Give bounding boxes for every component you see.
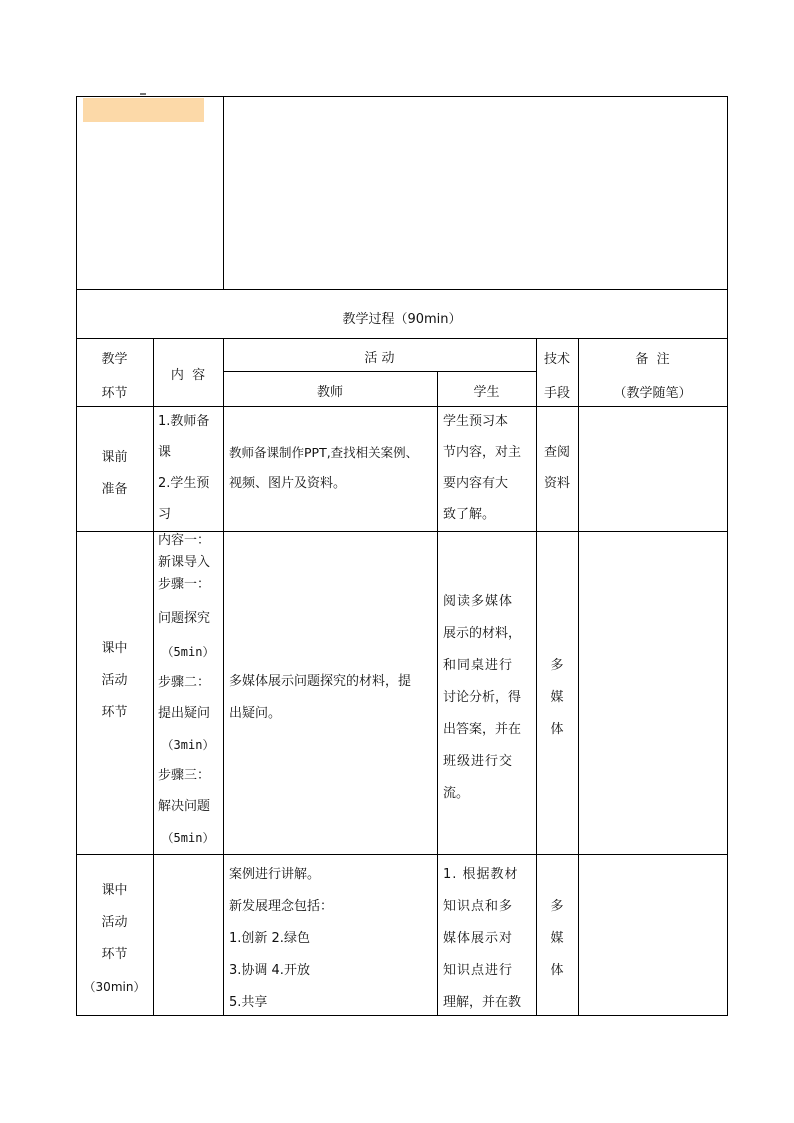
row1-student-3: 要内容有大 [443, 476, 509, 491]
table-line [76, 338, 728, 339]
row2-tech-1: 多 [550, 658, 564, 673]
row3-student-1: 1. 根据教材 [443, 867, 519, 882]
header-tech-2: 手段 [543, 386, 570, 401]
row1-content-1: 1.教师备 [158, 414, 210, 429]
table-line [578, 338, 579, 1016]
table-line [223, 96, 224, 290]
row3-tech-1: 多 [550, 899, 564, 914]
header-tech-1: 技术 [543, 352, 570, 367]
row2-content-11: （5min） [161, 831, 215, 845]
row3-stage-2: 活动 [101, 915, 128, 930]
table-line [437, 371, 438, 1016]
table-line [76, 854, 728, 855]
row3-stage-3: 环节 [101, 947, 128, 962]
row2-student-6: 班级进行交 [443, 754, 514, 769]
row2-teacher-1: 多媒体展示问题探究的材料，提 [229, 674, 412, 689]
row2-content-1: 内容一： [158, 533, 211, 548]
row2-content-9: 步骤三： [158, 768, 211, 783]
table-line [223, 338, 224, 1016]
row1-teacher-2: 视频、图片及资料。 [229, 476, 347, 491]
header-teacher: 教师 [316, 385, 343, 400]
header-note-sub: （教学随笔） [613, 386, 692, 401]
row2-content-5: （5min） [161, 645, 215, 659]
row2-stage-3: 环节 [101, 705, 128, 720]
row2-content-10: 解决问题 [158, 799, 211, 814]
row2-student-1: 阅读多媒体 [443, 594, 514, 609]
row3-teacher-4: 3.协调 4.开放 [229, 963, 310, 978]
row1-student-4: 致了解。 [443, 507, 496, 522]
row3-teacher-2: 新发展理念包括： [229, 899, 334, 914]
row3-student-2: 知识点和多 [443, 899, 514, 914]
row2-student-7: 流。 [443, 786, 470, 801]
row1-teacher-1: 教师备课制作PPT,查找相关案例、 [229, 445, 419, 460]
row1-student-1: 学生预习本 [443, 414, 509, 429]
table-line [727, 96, 728, 1016]
row2-student-5: 出答案，并在 [443, 722, 522, 737]
row3-teacher-3: 1.创新 2.绿色 [229, 931, 310, 946]
row2-content-4: 问题探究 [158, 611, 211, 626]
row3-tech-2: 媒 [550, 931, 564, 946]
row1-tech-2: 资料 [543, 476, 570, 491]
table-line [76, 96, 728, 97]
row3-teacher-1: 案例进行讲解。 [229, 867, 321, 882]
header-note: 备 注 [635, 352, 670, 367]
row2-content-3: 步骤一： [158, 577, 211, 592]
header-stage-2: 环节 [101, 386, 128, 401]
row1-content-2: 课 [158, 445, 172, 460]
table-line [76, 289, 728, 290]
row2-student-4: 讨论分析，得 [443, 690, 522, 705]
row1-tech-1: 查阅 [543, 445, 570, 460]
row2-tech-2: 媒 [550, 690, 564, 705]
row3-student-3: 媒体展示对 [443, 931, 514, 946]
row3-tech-3: 体 [550, 963, 564, 978]
row2-content-2: 新课导入 [158, 555, 211, 570]
row2-content-8: （3min） [161, 738, 215, 752]
row2-stage-1: 课中 [101, 641, 128, 656]
row3-stage-4: （30min） [83, 980, 146, 994]
row3-teacher-5: 5.共享 [229, 995, 268, 1010]
row1-student-2: 节内容，对主 [443, 445, 522, 460]
header-activity: 活 动 [364, 351, 395, 366]
row1-stage-2: 准备 [101, 482, 128, 497]
table-line [153, 338, 154, 1016]
row2-student-2: 展示的材料， [443, 626, 522, 641]
highlight-box [83, 98, 204, 122]
row3-stage-1: 课中 [101, 883, 128, 898]
process-title: 教学过程（90min） [342, 312, 462, 327]
row1-stage-1: 课前 [101, 450, 128, 465]
header-stage-1: 教学 [101, 352, 128, 367]
row1-content-4: 习 [158, 507, 172, 522]
row1-content-3: 2.学生预 [158, 476, 210, 491]
row3-student-4: 知识点进行 [443, 963, 514, 978]
row2-tech-3: 体 [550, 722, 564, 737]
row2-stage-2: 活动 [101, 673, 128, 688]
row3-student-5: 理解，并在教 [443, 995, 522, 1010]
header-content: 内 容 [170, 368, 206, 383]
header-student: 学生 [473, 385, 500, 400]
row2-content-6: 步骤二： [158, 675, 211, 690]
row2-student-3: 和同桌进行 [443, 658, 514, 673]
small-mark [140, 93, 146, 95]
row2-content-7: 提出疑问 [158, 706, 211, 721]
row2-teacher-2: 出疑问。 [229, 706, 282, 721]
